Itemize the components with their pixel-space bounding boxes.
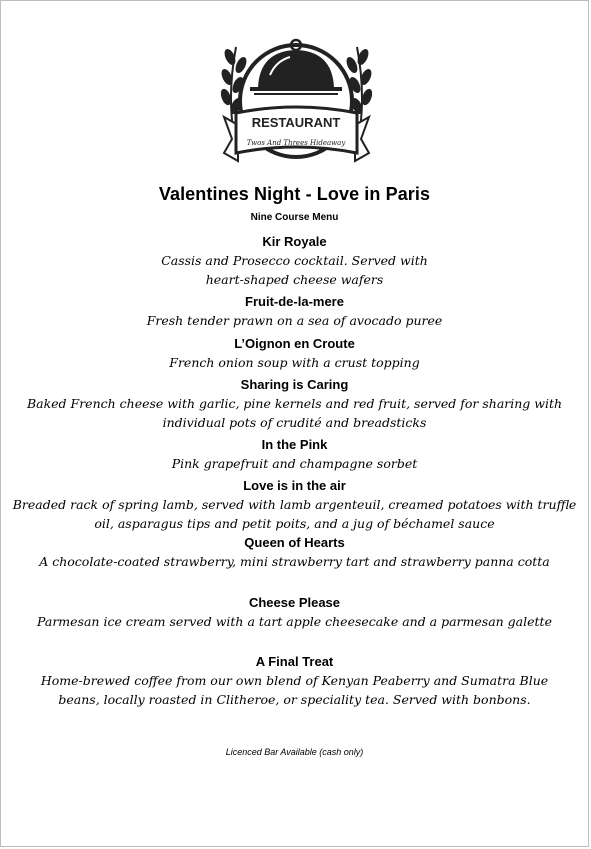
course-cheese-please: [11, 594, 578, 631]
course-fruit-de-la-mere: [11, 293, 578, 330]
course-kir-royale: [11, 233, 578, 289]
course-description: French onion soup with a crust topping: [169, 355, 420, 370]
course-name: A Final Treat: [255, 654, 334, 669]
course-queen-of-hearts: [11, 534, 578, 571]
course-name: Sharing is Caring: [240, 377, 349, 392]
logo-tagline: Twos And Threes Hideaway: [246, 139, 346, 147]
menu-title: Valentines Night - Love in Paris: [158, 184, 431, 204]
course-name: In the Pink: [261, 437, 328, 452]
course-name: Kir Royale: [262, 234, 327, 249]
course-description: Pink grapefruit and champagne sorbet: [171, 456, 418, 471]
course-oignon-en-croute: [11, 335, 578, 372]
course-description: Baked French cheese with garlic, pine kernels and red fruit, served for sharing with individual pots of crudité and breadsticks: [26, 396, 563, 430]
course-love-is-in-the-air: [11, 477, 578, 533]
course-name: Cheese Please: [248, 595, 341, 610]
course-name: Queen of Hearts: [244, 535, 345, 550]
course-name: Love is in the air: [243, 478, 346, 493]
course-name: L’Oignon en Croute: [234, 336, 355, 351]
course-description: Cassis and Prosecco cocktail. Served with heart-shaped cheese wafers: [161, 253, 428, 287]
course-name: Fruit-de-la-mere: [245, 294, 344, 309]
course-description: Breaded rack of spring lamb, served with lamb argenteuil, creamed potatoes with truffle oil, asparagus tips and petit poits, and a jug of béchamel sauce: [12, 497, 577, 531]
course-a-final-treat: [11, 653, 578, 709]
menu-subtitle: Nine Course Menu: [250, 212, 339, 223]
course-sharing-is-caring: [11, 376, 578, 432]
licence-note: Licenced Bar Available (cash only): [225, 747, 364, 757]
course-description: Fresh tender prawn on a sea of avocado puree: [146, 313, 443, 328]
course-description: A chocolate-coated strawberry, mini strawberry tart and strawberry panna cotta: [39, 554, 550, 569]
course-description: Parmesan ice cream served with a tart apple cheesecake and a parmesan galette: [37, 614, 552, 629]
course-description: Home-brewed coffee from our own blend of Kenyan Peaberry and Sumatra Blue beans, locally roasted in Clitheroe, or speciality tea. Served with bonbons.: [40, 673, 549, 707]
restaurant-logo: [214, 29, 379, 179]
course-in-the-pink: [11, 436, 578, 473]
logo-name: RESTAURANT: [251, 115, 341, 130]
